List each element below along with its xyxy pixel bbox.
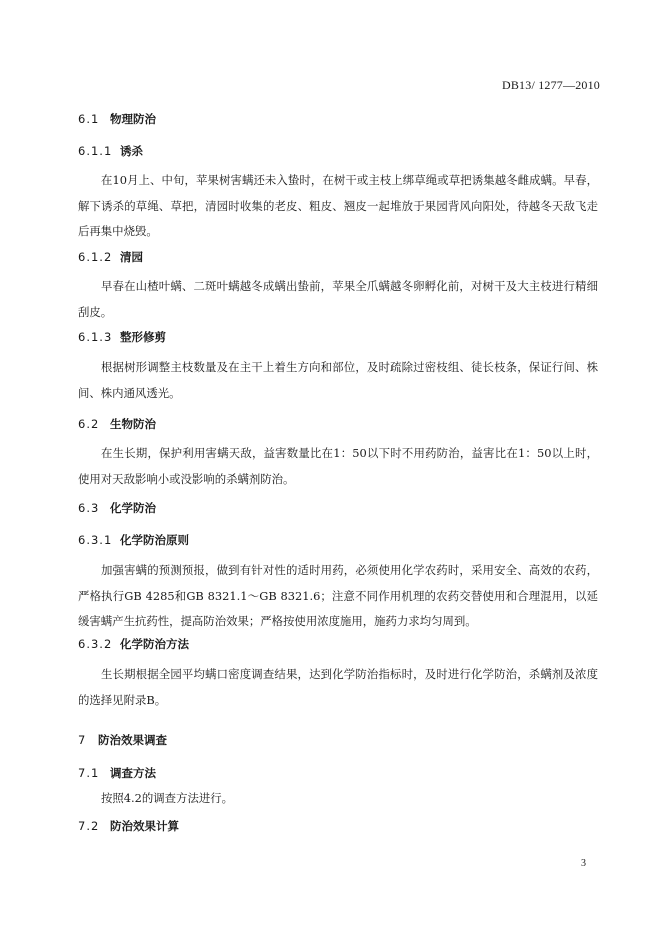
heading-title: 整形修剪 xyxy=(120,330,166,344)
heading-title: 化学防治 xyxy=(110,501,156,515)
paragraph-6-3-2: 生长期根据全园平均螨口密度调查结果，达到化学防治指标时，及时进行化学防治，杀螨剂及浓度的选择见附录B。 xyxy=(78,667,598,707)
heading-number: 7.1 xyxy=(78,766,100,780)
heading-title: 化学防治原则 xyxy=(120,533,189,547)
paragraph-6-1-1: 在10月上、中旬，苹果树害螨还未入蛰时，在树干或主枝上绑草绳或草把诱集越冬雌成螨。早春，解下诱杀的草绳、草把，清园时收集的老皮、粗皮、翘皮一起堆放于果园背风向阳处，待越冬天敌飞走后再集中烧毁。 xyxy=(78,173,598,238)
heading-title: 防治效果计算 xyxy=(110,819,179,833)
heading-number: 6.1.1 xyxy=(78,144,113,158)
heading-6-1 xyxy=(78,111,156,127)
heading-number: 7 xyxy=(78,733,87,747)
heading-title: 清园 xyxy=(120,250,143,264)
paragraph-6-2: 在生长期，保护利用害螨天敌，益害数量比在1：50以下时不用药防治，益害比在1：50以上时，使用对天敌影响小或没影响的杀螨剂防治。 xyxy=(78,446,598,486)
heading-6-3-2 xyxy=(78,636,189,652)
heading-number: 6.1 xyxy=(78,112,100,126)
heading-6-1-1 xyxy=(78,143,143,159)
heading-number: 6.3.2 xyxy=(78,637,113,651)
heading-number: 6.3 xyxy=(78,501,100,515)
heading-number: 6.2 xyxy=(78,417,100,431)
paragraph-6-1-3: 根据树形调整主枝数量及在主干上着生方向和部位，及时疏除过密枝组、徒长枝条，保证行间、株间、株内通风透光。 xyxy=(78,360,598,400)
heading-6-1-3 xyxy=(78,329,166,345)
heading-title: 调查方法 xyxy=(110,766,156,780)
page-number: 3 xyxy=(581,858,586,869)
paragraph-6-3-1: 加强害螨的预测预报，做到有针对性的适时用药，必须使用化学农药时，采用安全、高效的农药，严格执行GB 4285和GB 8321.1～GB 8321.6；注意不同作用机理的农药交替使用和合理混用，以延缓害螨产生抗药性，提高防治效果；严格按使用浓度施用，施药力求均匀周到。 xyxy=(78,563,598,628)
heading-6-1-2 xyxy=(78,249,143,265)
heading-number: 6.3.1 xyxy=(78,533,113,547)
paragraph-7-1: 按照4.2的调查方法进行。 xyxy=(101,791,234,805)
heading-title: 物理防治 xyxy=(110,112,156,126)
heading-6-3-1 xyxy=(78,532,189,548)
heading-number: 6.1.3 xyxy=(78,330,113,344)
heading-7-2 xyxy=(78,818,179,834)
heading-title: 诱杀 xyxy=(120,144,143,158)
heading-7 xyxy=(78,732,167,748)
heading-number: 6.1.2 xyxy=(78,250,113,264)
heading-title: 化学防治方法 xyxy=(120,637,189,651)
heading-title: 生物防治 xyxy=(110,417,156,431)
heading-6-3 xyxy=(78,500,156,516)
heading-6-2 xyxy=(78,416,156,432)
paragraph-6-1-2: 早春在山楂叶螨、二斑叶螨越冬成螨出蛰前，苹果全爪螨越冬卵孵化前，对树干及大主枝进行精细刮皮。 xyxy=(78,279,598,319)
heading-7-1 xyxy=(78,765,156,781)
heading-number: 7.2 xyxy=(78,819,100,833)
standard-code: DB13/ 1277—2010 xyxy=(501,78,600,92)
heading-title: 防治效果调查 xyxy=(98,733,167,747)
